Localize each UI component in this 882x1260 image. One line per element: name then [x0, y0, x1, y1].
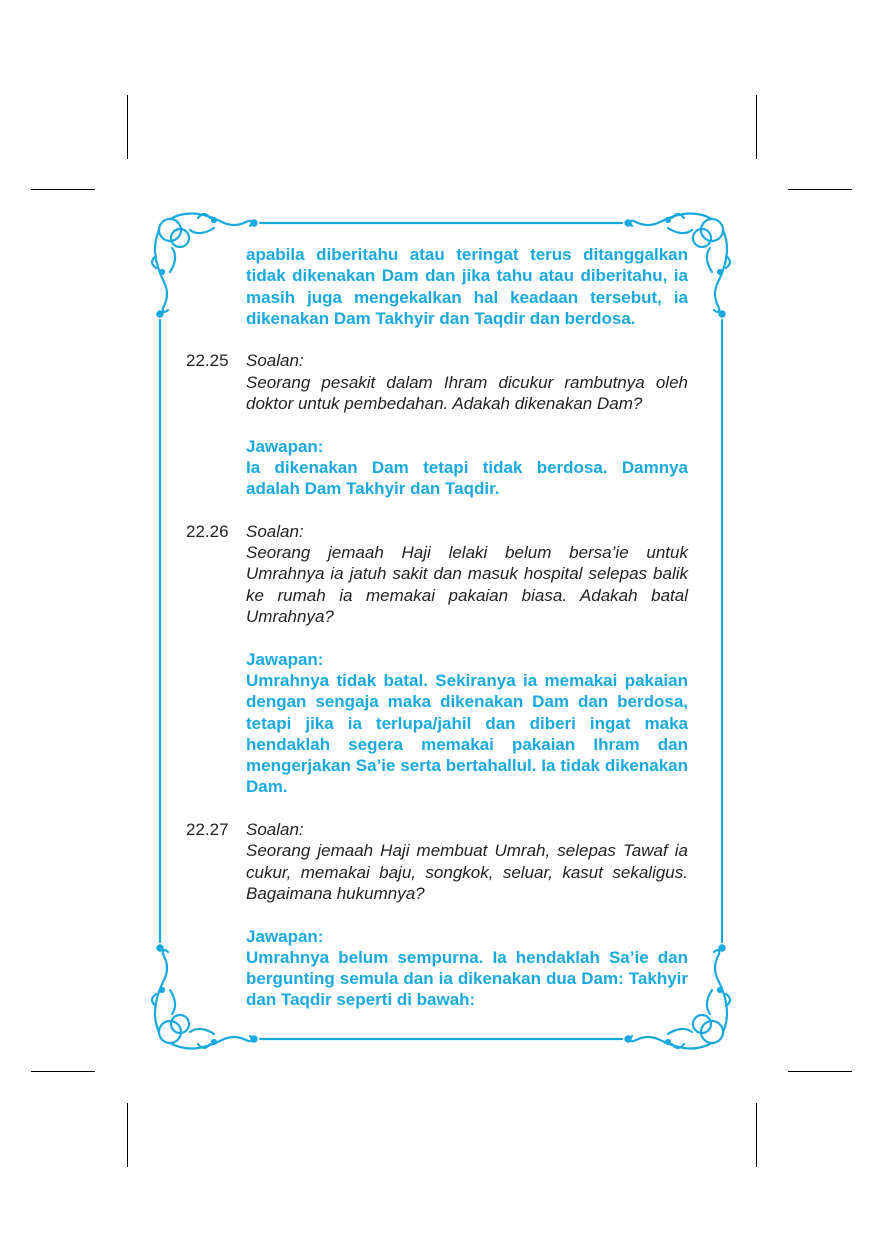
answer-text: Umrahnya belum sempurna. Ia hendaklah Sa’ie dan bergunting semula dan ia dikenakan dua Dam: Takhyir dan Taqdir seperti di bawah:: [246, 947, 688, 1010]
page-content: [186, 244, 688, 1011]
crop-mark-left-top: [31, 189, 95, 190]
answer-text: Ia dikenakan Dam tetapi tidak berdosa. Damnya adalah Dam Takhyir dan Taqdir.: [246, 457, 688, 499]
crop-mark-left-bottom: [31, 1071, 95, 1072]
question-label: Soalan:: [246, 521, 304, 541]
question-text: Seorang pesakit dalam Ihram dicukur rambutnya oleh doktor untuk pembedahan. Adakah dikenakan Dam?: [246, 372, 688, 414]
qa-item-22-26: [186, 521, 688, 798]
crop-mark-right-bottom: [788, 1071, 852, 1072]
crop-mark-bottom-left: [127, 1103, 128, 1167]
question-text: Seorang jemaah Haji lelaki belum bersa’ie untuk Umrahnya ia jatuh sakit dan masuk hospital selepas balik ke rumah ia memakai pakaian biasa. Adakah batal Umrahnya?: [246, 543, 688, 627]
answer-label: Jawapan:: [246, 436, 324, 456]
qa-item-22-25: [186, 350, 688, 499]
question-label: Soalan:: [246, 351, 304, 371]
crop-mark-right-top: [788, 189, 852, 190]
answer-text: Umrahnya tidak batal. Sekiranya ia memakai pakaian dengan sengaja maka dikenakan Dam dan berdosa, tetapi jika ia terlupa/jahil dan diberi ingat maka hendaklah segera memakai pakaian Ihram dan mengerjakan Sa’ie serta bertahallul. Ia tidak dikenakan Dam.: [246, 670, 688, 797]
crop-mark-bottom-right: [756, 1103, 757, 1167]
qa-item-22-27: [186, 819, 688, 1011]
answer-label: Jawapan:: [246, 926, 324, 946]
crop-mark-top-left: [127, 95, 128, 159]
question-label: Soalan:: [246, 820, 304, 840]
crop-mark-top-right: [756, 95, 757, 159]
item-number: 22.27: [186, 820, 229, 840]
item-number: 22.26: [186, 521, 229, 541]
answer-label: Jawapan:: [246, 649, 324, 669]
question-text: Seorang jemaah Haji membuat Umrah, selepas Tawaf ia cukur, memakai baju, songkok, seluar, kasut sekaligus. Bagaimana hukumnya?: [246, 841, 688, 903]
item-number: 22.25: [186, 351, 229, 371]
continuation-paragraph: apabila diberitahu atau teringat terus ditanggalkan tidak dikenakan Dam dan jika tahu atau diberitahu, ia masih juga mengekalkan hal keadaan tersebut, ia dikenakan Dam Takhyir dan Taqdir dan berdosa.: [246, 245, 688, 328]
